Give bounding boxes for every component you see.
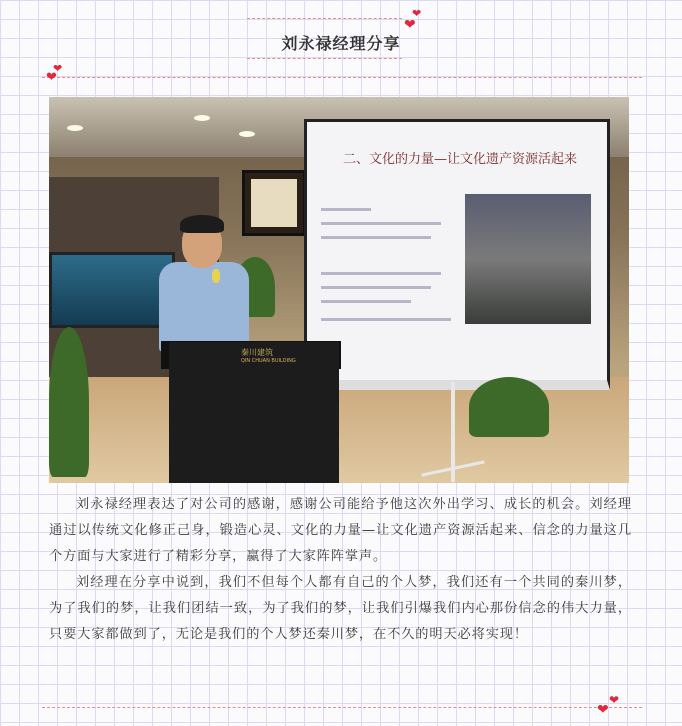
- speaker-hair: [180, 215, 224, 233]
- slide-text-line: [321, 318, 451, 321]
- ceiling-light: [239, 131, 255, 137]
- divider-bottom: [42, 707, 642, 708]
- event-photo: [49, 97, 629, 483]
- article-paragraph: 刘经理在分享中说到，我们不但每个人都有自己的个人梦，我们还有一个共同的秦川梦，为了我们的梦，让我们团结一致，为了我们的梦，让我们引爆我们内心那份信念的伟大力量，只要大家都做到了，无论是我们的个人梦还秦川梦，在不久的明天必将实现！: [49, 575, 632, 642]
- slide-text-line: [321, 286, 431, 289]
- page-title: 刘永禄经理分享: [281, 34, 401, 53]
- ceiling-light: [67, 125, 83, 131]
- title-top-rule: [247, 18, 402, 19]
- podium-label-en: QIN CHUAN BUILDING: [241, 358, 296, 364]
- aquarium: [49, 252, 175, 328]
- ceiling-light: [194, 115, 210, 121]
- slide-text-line: [321, 236, 431, 239]
- slide-text-line: [321, 222, 441, 225]
- heart-icon: ❤: [597, 702, 609, 718]
- podium-logo: [241, 347, 296, 364]
- title-bottom-rule: [247, 58, 402, 59]
- slide-text-line: [321, 208, 371, 211]
- heart-icon: ❤: [53, 62, 63, 75]
- slide-text-line: [321, 300, 411, 303]
- slide-image: [465, 194, 591, 324]
- article-body: [49, 492, 632, 648]
- potted-plant: [469, 377, 549, 437]
- slide-title: 二、文化的力量—让文化遗产资源活起来: [343, 152, 578, 167]
- potted-plant: [49, 327, 89, 477]
- heart-icon: ❤: [609, 693, 620, 707]
- wall-clock: [242, 170, 306, 236]
- heart-icon: ❤: [412, 7, 422, 20]
- speaker-body: [159, 262, 249, 352]
- heart-icon: ❤: [404, 17, 416, 33]
- title-section: [0, 7, 682, 64]
- microphone: [212, 269, 220, 283]
- slide-text-line: [321, 272, 441, 275]
- heart-icon: ❤: [46, 70, 57, 85]
- podium-label: 秦川建筑: [241, 348, 273, 357]
- projection-screen: [304, 119, 610, 390]
- divider-top: [42, 77, 642, 78]
- article-paragraph: 刘永禄经理表达了对公司的感谢，感谢公司能给予他这次外出学习、成长的机会。刘经理通过以传统文化修正己身，锻造心灵、文化的力量—让文化遗产资源活起来、信念的力量这几个方面与大家进行了精彩分享，赢得了大家阵阵掌声。: [49, 497, 632, 564]
